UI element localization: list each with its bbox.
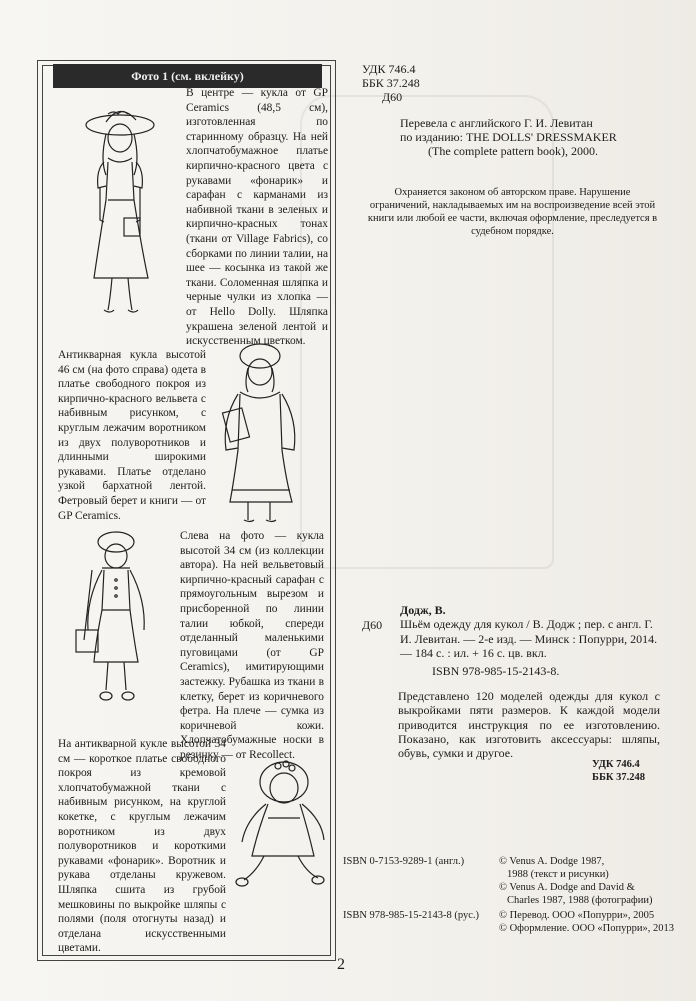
bbk-bottom: ББК 37.248	[592, 772, 645, 783]
doll3-description: Слева на фото — кукла высотой 34 см (из коллекции автора). На ней вельветовый кирпично-красный сарафан с прямоугольным вырезом и присборенной по линии талии юбкой, спереди отделанный маленькими пуговицами (от GP Ceramics), имитирующими застежку. Рубашка из ткани в клетку, берет из коричневого фетра. На плече — сумка из коричневой кожи. Хлопчатобумажные носки в резинку — от Recollect.	[180, 530, 324, 761]
copyright-design: © Оформление. ООО «Попурри», 2013	[499, 923, 674, 934]
book-annotation: Представлено 120 моделей одежды для кукол с выкройками пяти размеров. К каждой модели приводится инструкция по ее изготовлению. Показано, как изготовить аксессуары: шляпы, обувь, сумки и другое.	[398, 689, 660, 761]
doll-illustration-4	[228, 760, 328, 890]
isbn-russian: ISBN 978-985-15-2143-8 (рус.)	[343, 910, 480, 921]
biblio-body: Шьём одежду для кукол / В. Додж ; пер. с англ. Г. И. Левитан. — 2-е изд. — Минск : Попурри, 2014. — 184 с. : ил. + 16 с. цв. вкл.	[400, 617, 658, 660]
original-edition-subtitle: (The complete pattern book), 2000.	[428, 144, 598, 158]
biblio-code: Д60	[362, 618, 383, 632]
library-code-top: Д60	[382, 90, 403, 104]
translator-line: Перевела с английского Г. И. Левитан	[400, 116, 593, 130]
isbn-english: ISBN 0-7153-9289-1 (англ.)	[343, 856, 465, 867]
doll-illustration-1	[78, 100, 168, 315]
copyright-notice: Охраняется законом об авторском праве. Нарушение ограничений, накладываемых им на воспроизведение всей этой книги или любой ее части, включая оформление, преследуется в судебном порядке.	[367, 187, 658, 237]
doll-illustration-2	[208, 340, 310, 525]
udk-top: УДК 746.4	[362, 62, 416, 76]
original-edition-line: по изданию: THE DOLLS' DRESSMAKER	[400, 130, 617, 144]
doll4-description: На антикварной кукле высотой 34 см — короткое платье свободного покроя из кремовой хлопчатобумажной ткани с набивным рисунком, на круглой кокетке, с круглым лежачим воротником из двух полуворотников и короткими рукавами «фонарик». Воротник и рукава отделаны кружевом. Шляпка сшита из грубой мешковины по выкройке шляпы с полями (поля отогнуты назад) и отделана искусственными цветами.	[58, 738, 226, 955]
biblio-author: Додж, В.	[400, 603, 446, 617]
bbk-top: ББК 37.248	[362, 76, 420, 90]
copyright-text-1-cont: 1988 (текст и рисунки)	[507, 869, 609, 880]
udk-bottom: УДК 746.4	[592, 759, 640, 770]
page-number: 2	[337, 956, 345, 973]
doll1-description: В центре — кукла от GP Ceramics (48,5 см), изготовленная по старинному образцу. На ней хлопчатобумажное платье кирпично-красного цвета с рукавами «фонарик» и сарафан с карманами из набивной ткани в зеленых и кирпично-красных тонах (ткани от Village Fabrics), со сборками по линии талии, на шее — косынка из такой же ткани. Соломенная шляпка и черные чулки из хлопка — от Hello Dolly. Шляпка украшена зеленой лентой и искусственным цветком.	[186, 87, 328, 348]
copyright-photos: © Venus A. Dodge and David &	[499, 882, 635, 893]
doll-illustration-3	[72, 530, 164, 710]
copyright-photos-cont: Charles 1987, 1988 (фотографии)	[507, 895, 653, 906]
biblio-isbn: ISBN 978-985-15-2143-8.	[432, 664, 560, 678]
copyright-text-1: © Venus A. Dodge 1987,	[499, 856, 605, 867]
show-through-cover	[300, 95, 554, 569]
doll2-description: Антикварная кукла высотой 46 см (на фото справа) одета в платье свободного покроя из кирпично-красного вельвета с набивным рисунком, с круглым лежачим воротником из двух полуворотников и длинными широкими рукавами. Платье отделано узкой бархатной лентой. Фетровый берет и книги — от GP Ceramics.	[58, 349, 206, 522]
copyright-translation: © Перевод. ООО «Попурри», 2005	[499, 910, 655, 921]
photo-box-header: Фото 1 (см. вклейку)	[53, 64, 322, 88]
